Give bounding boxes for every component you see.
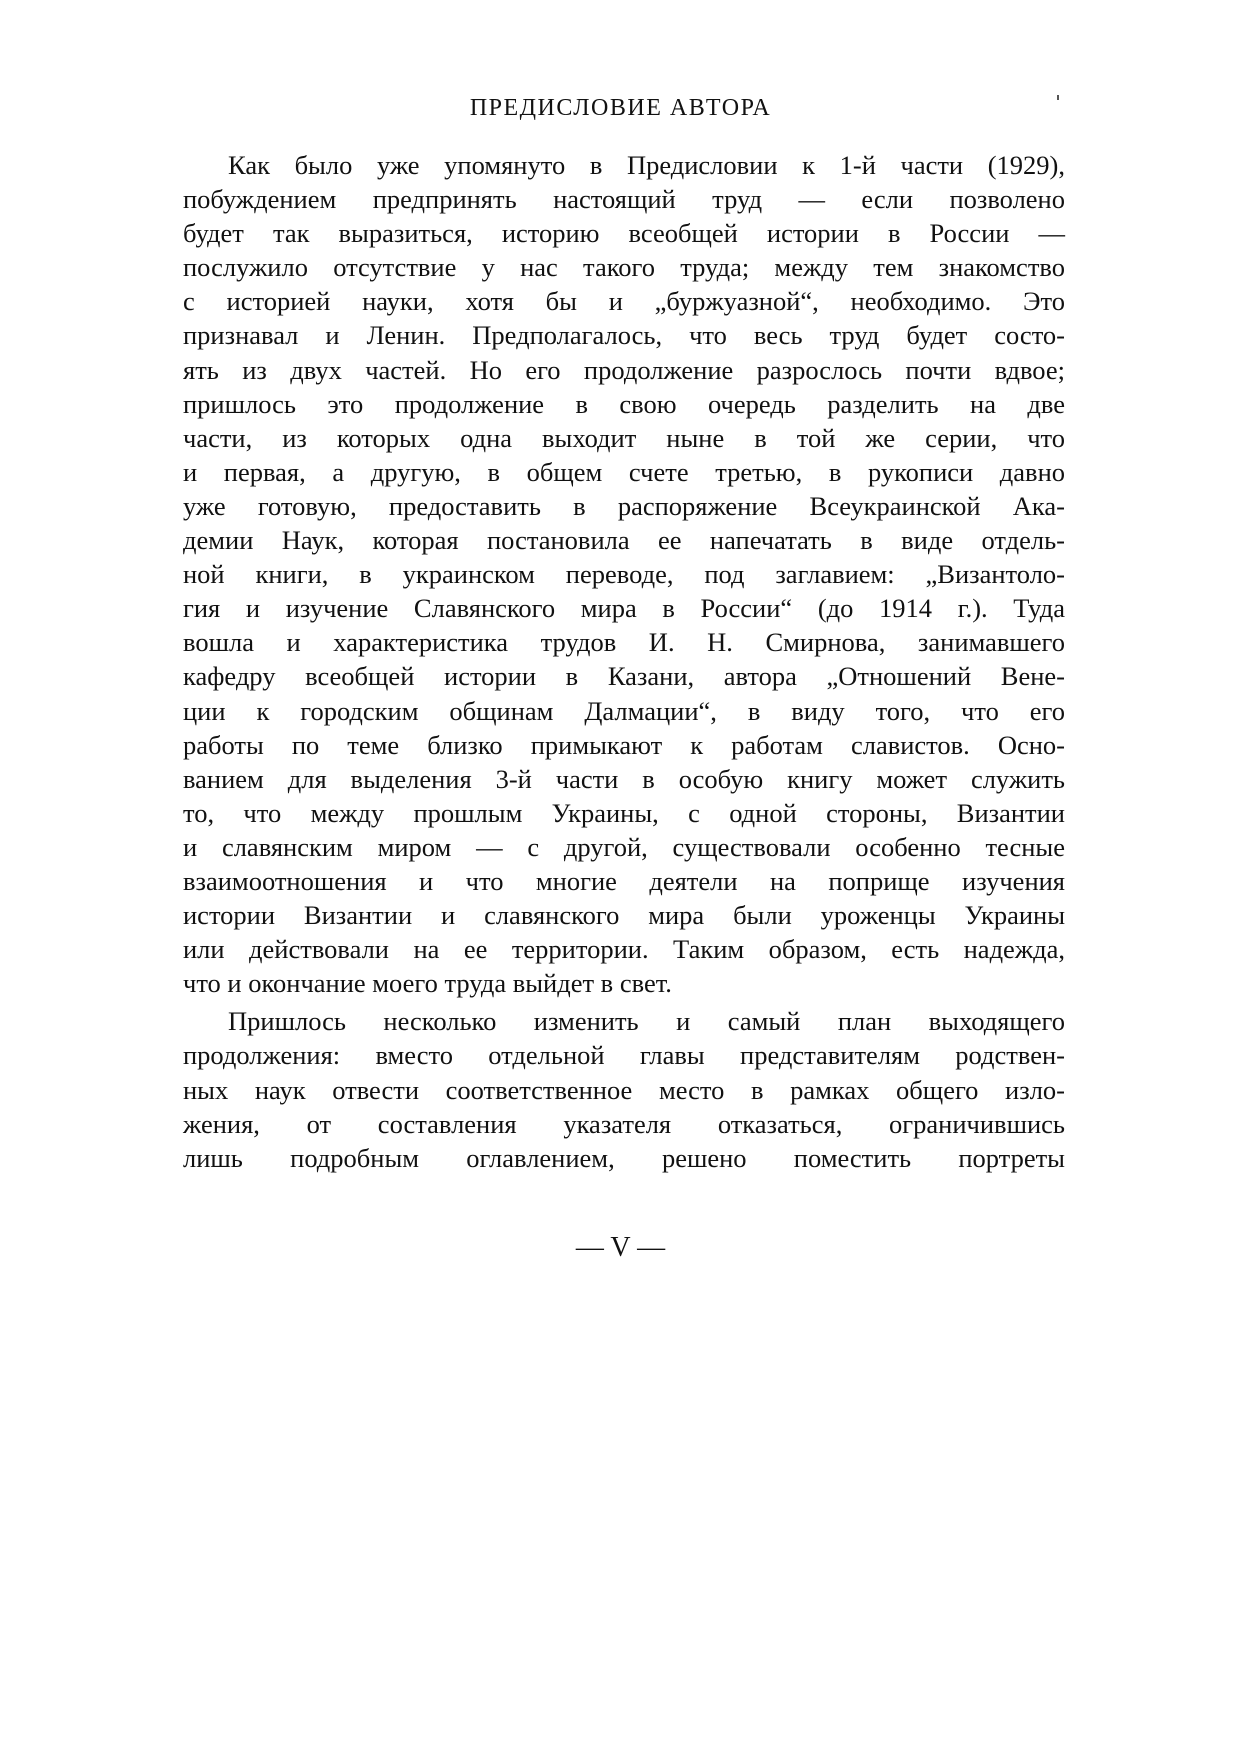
text-line: вошла и характеристика трудов И. Н. Смирнова, занимавшего [183,627,1065,658]
text-line: то, что между прошлым Украины, с одной стороны, Византии [183,797,1065,828]
text-line: демии Наук, которая постановила ее напечатать в виде отдель- [183,525,1065,556]
page-heading: ПРЕДИСЛОВИЕ АВТОРА [469,95,772,121]
text-line: побуждением предпринять настоящий труд — если позволено [183,184,1065,215]
text-line: ции к городским общинам Далмации“, в виду того, что его [183,695,1065,726]
scan-speck [1057,95,1059,100]
paragraph-1 [183,148,1065,1000]
text-line: признавал и Ленин. Предполагалось, что весь труд будет состо- [183,320,1065,351]
text-line: истории Византии и славянского мира были уроженцы Украины [183,900,1065,931]
text-line: работы по теме близко примыкают к работам славистов. Осно- [183,729,1065,760]
text-line: кафедру всеобщей истории в Казани, автора „Отношений Вене- [183,661,1065,692]
text-line: лишь подробным оглавлением, решено поместить портреты [183,1142,1065,1173]
text-line: Пришлось несколько изменить и самый план выходящего [228,1006,1065,1037]
text-line: продолжения: вместо отдельной главы представителям родствен- [183,1040,1065,1071]
text-line: Как было уже упомянуто в Предисловии к 1-й части (1929), [228,150,1065,180]
paragraph-2 [183,1004,1065,1174]
text-line: части, из которых одна выходит ныне в той же серии, что [183,422,1065,453]
text-line: что и окончание моего труда выйдет в свет. [183,968,672,999]
text-line: взаимоотношения и что многие деятели на поприще изучения [183,865,1065,896]
text-line: гия и изучение Славянского мира в России“ (до 1914 г.). Туда [183,593,1065,624]
text-line: ных наук отвести соответственное место в рамках общего изло- [183,1074,1065,1105]
text-line: жения, от составления указателя отказаться, ограничившись [183,1108,1065,1139]
text-line: будет так выразиться, историю всеобщей истории в России — [183,218,1065,249]
text-line: ять из двух частей. Но его продолжение разрослось почти вдвое; [183,354,1065,385]
text-line: послужило отсутствие у нас такого труда; между тем знакомство [183,252,1065,283]
text-line: пришлось это продолжение в свою очередь разделить на две [183,388,1065,419]
text-line: или действовали на ее территории. Таким образом, есть надежда, [183,934,1065,965]
text-line: и славянским миром — с другой, существовали особенно тесные [183,831,1065,862]
body-text [183,148,1065,1175]
text-line: с историей науки, хотя бы и „буржуазной“, необходимо. Это [183,286,1065,317]
text-line: ной книги, в украинском переводе, под заглавием: „Византоло- [183,559,1065,590]
page-number: — V — [575,1232,666,1263]
text-line: уже готовую, предоставить в распоряжение Всеукраинской Ака- [183,490,1065,521]
text-line: ванием для выделения 3-й части в особую книгу может служить [183,763,1065,794]
text-line: и первая, а другую, в общем счете третью, в рукописи давно [183,456,1065,487]
